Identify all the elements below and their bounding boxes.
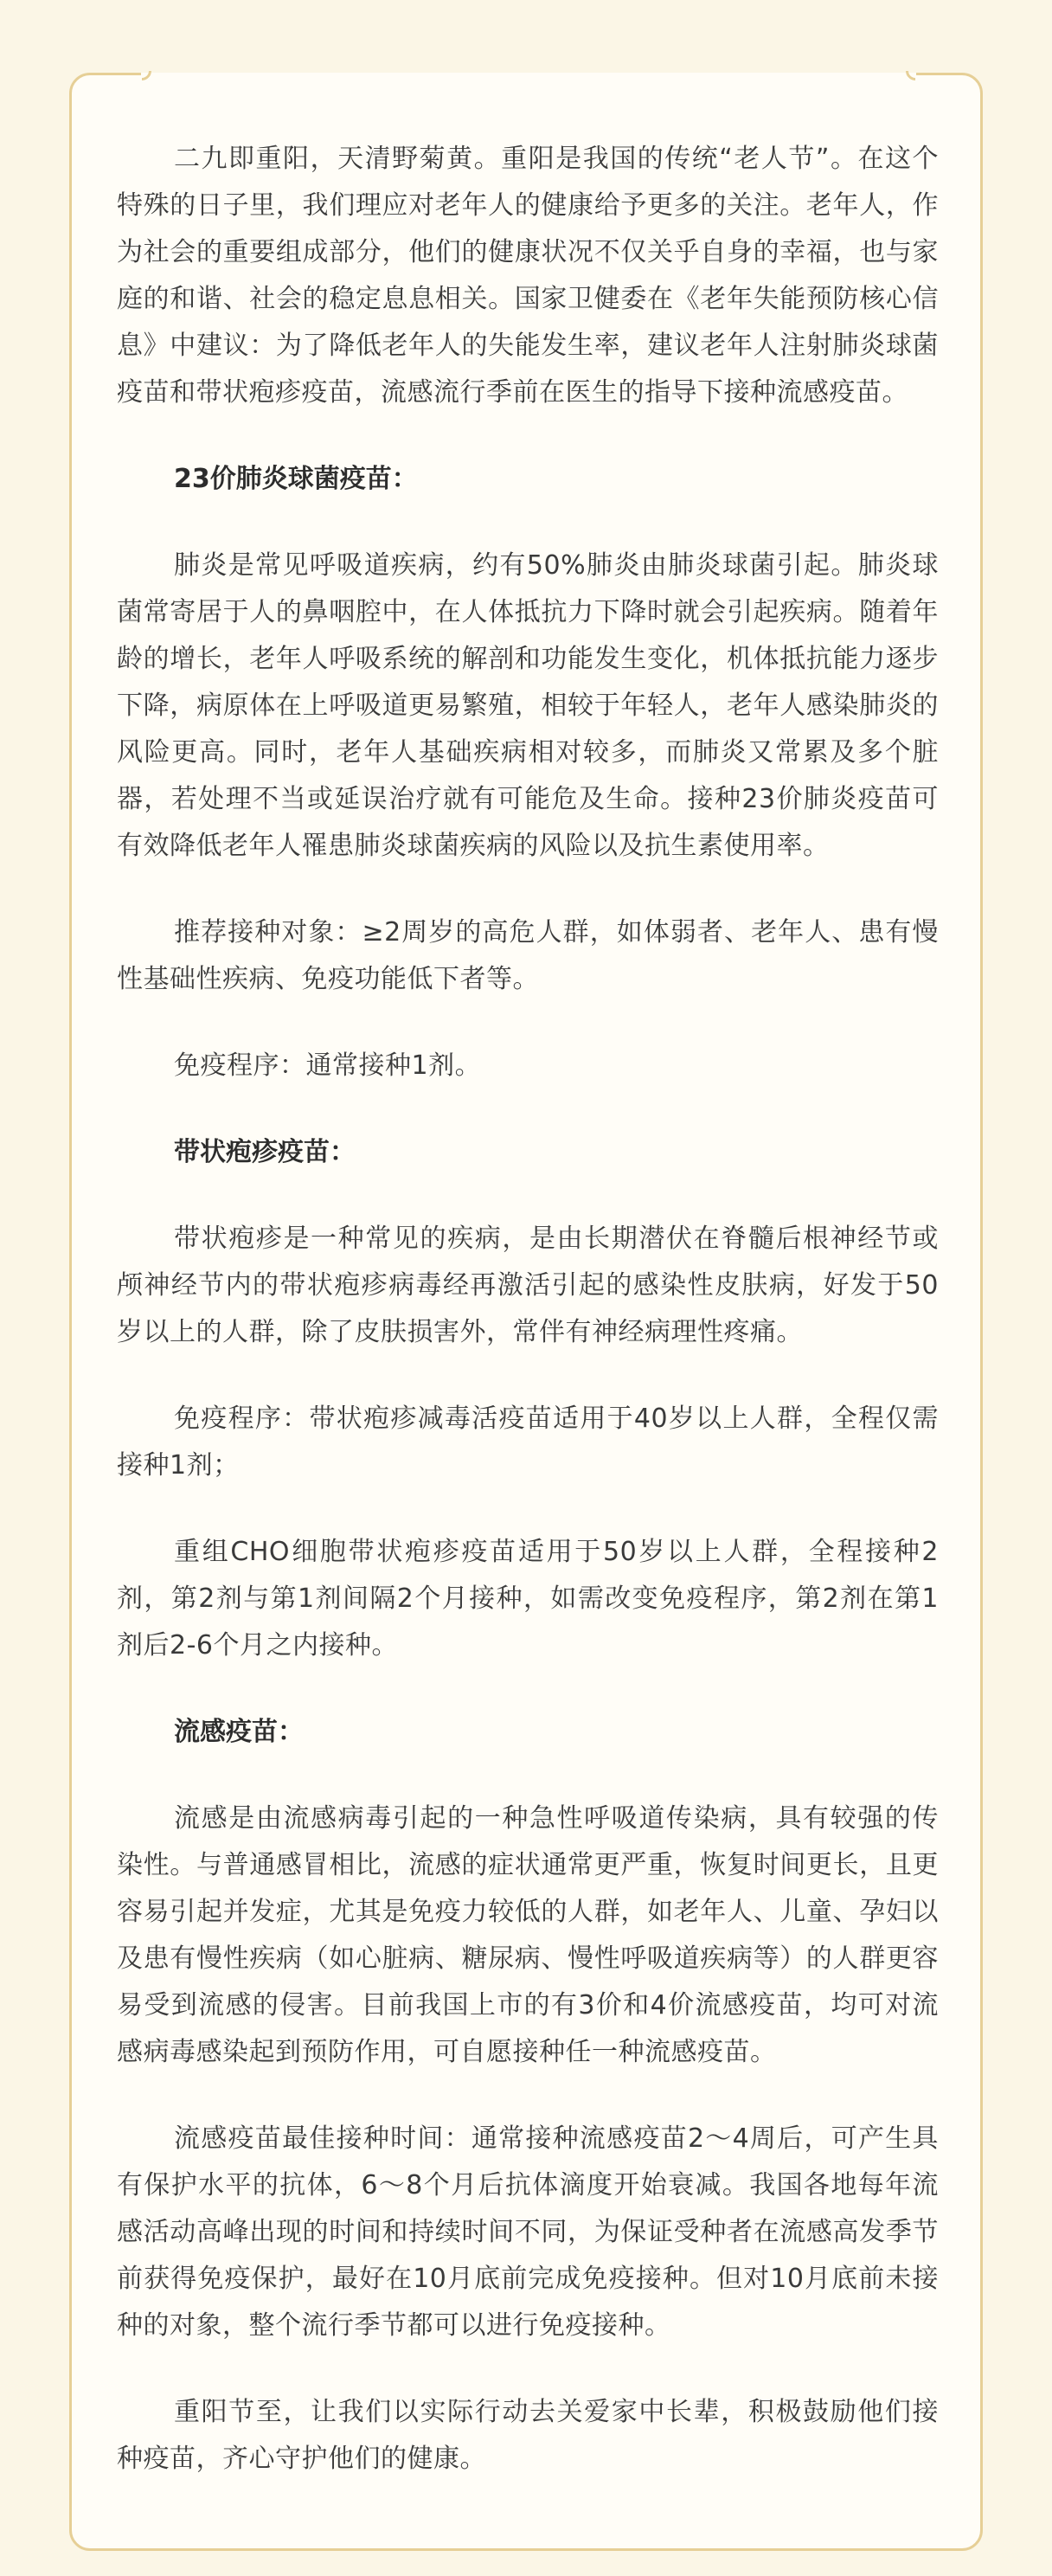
pneumococcal-target-group: 推荐接种对象：≥2周岁的高危人群，如体弱者、老年人、患有慢性基础性疾病、免疫功能低下者等。 <box>117 917 939 994</box>
zoster-description: 带状疱疹是一种常见的疾病，是由长期潜伏在脊髓后根神经节或颅神经节内的带状疱疹病毒经再激活引起的感染性皮肤病，好发于50岁以上的人群，除了皮肤损害外，常伴有神经病理性疼痛。 <box>117 1224 939 1347</box>
influenza-description: 流感是由流感病毒引起的一种急性呼吸道传染病，具有较强的传染性。与普通感冒相比，流感的症状通常更严重，恢复时间更长，且更容易引起并发症，尤其是免疫力较低的人群，如老年人、儿童、孕妇以及患有慢性疾病（如心脏病、糖尿病、慢性呼吸道疾病等）的人群更容易受到流感的侵害。目前我国上市的有3价和4价流感疫苗，均可对流感病毒感染起到预防作用，可自愿接种任一种流感疫苗。 <box>117 1803 939 2067</box>
pneumococcal-description: 肺炎是常见呼吸道疾病，约有50%肺炎由肺炎球菌引起。肺炎球菌常寄居于人的鼻咽腔中，在人体抵抗力下降时就会引起疾病。随着年龄的增长，老年人呼吸系统的解剖和功能发生变化，机体抵抗能力逐步下降，病原体在上呼吸道更易繁殖，相较于年轻人，老年人感染肺炎的风险更高。同时，老年人基础疾病相对较多，而肺炎又常累及多个脏器，若处理不当或延误治疗就有可能危及生命。接种23价肺炎疫苗可有效降低老年人罹患肺炎球菌疾病的风险以及抗生素使用率。 <box>117 550 939 861</box>
article-body <box>117 136 939 2483</box>
pneumococcal-schedule: 免疫程序：通常接种1剂。 <box>174 1050 482 1081</box>
card-top-notch <box>141 73 916 75</box>
article-card <box>69 73 983 2551</box>
influenza-timing: 流感疫苗最佳接种时间：通常接种流感疫苗2～4周后，可产生具有保护水平的抗体，6～8个月后抗体滴度开始衰减。我国各地每年流感活动高峰出现的时间和持续时间不同，为保证受种者在流感高发季节前获得免疫保护，最好在10月底前完成免疫接种。但对10月底前未接种的对象，整个流行季节都可以进行免疫接种。 <box>117 2123 939 2341</box>
closing-paragraph: 重阳节至，让我们以实际行动去关爱家中长辈，积极鼓励他们接种疫苗，齐心守护他们的健康。 <box>117 2397 939 2474</box>
section-heading-influenza: 流感疫苗： <box>174 1717 304 1747</box>
zoster-schedule-live: 免疫程序：带状疱疹减毒活疫苗适用于40岁以上人群，全程仅需接种1剂； <box>117 1404 939 1481</box>
section-heading-pneumococcal: 23价肺炎球菌疫苗： <box>174 464 418 494</box>
section-heading-zoster: 带状疱疹疫苗： <box>174 1137 356 1167</box>
intro-paragraph: 二九即重阳，天清野菊黄。重阳是我国的传统“老人节”。在这个特殊的日子里，我们理应对老年人的健康给予更多的关注。老年人，作为社会的重要组成部分，他们的健康状况不仅关乎自身的幸福，也与家庭的和谐、社会的稳定息息相关。国家卫健委在《老年失能预防核心信息》中建议：为了降低老年人的失能发生率，建议老年人注射肺炎球菌疫苗和带状疱疹疫苗，流感流行季前在医生的指导下接种流感疫苗。 <box>117 144 939 408</box>
zoster-schedule-recombinant: 重组CHO细胞带状疱疹疫苗适用于50岁以上人群，全程接种2剂，第2剂与第1剂间隔2个月接种，如需改变免疫程序，第2剂在第1剂后2-6个月之内接种。 <box>117 1537 939 1661</box>
